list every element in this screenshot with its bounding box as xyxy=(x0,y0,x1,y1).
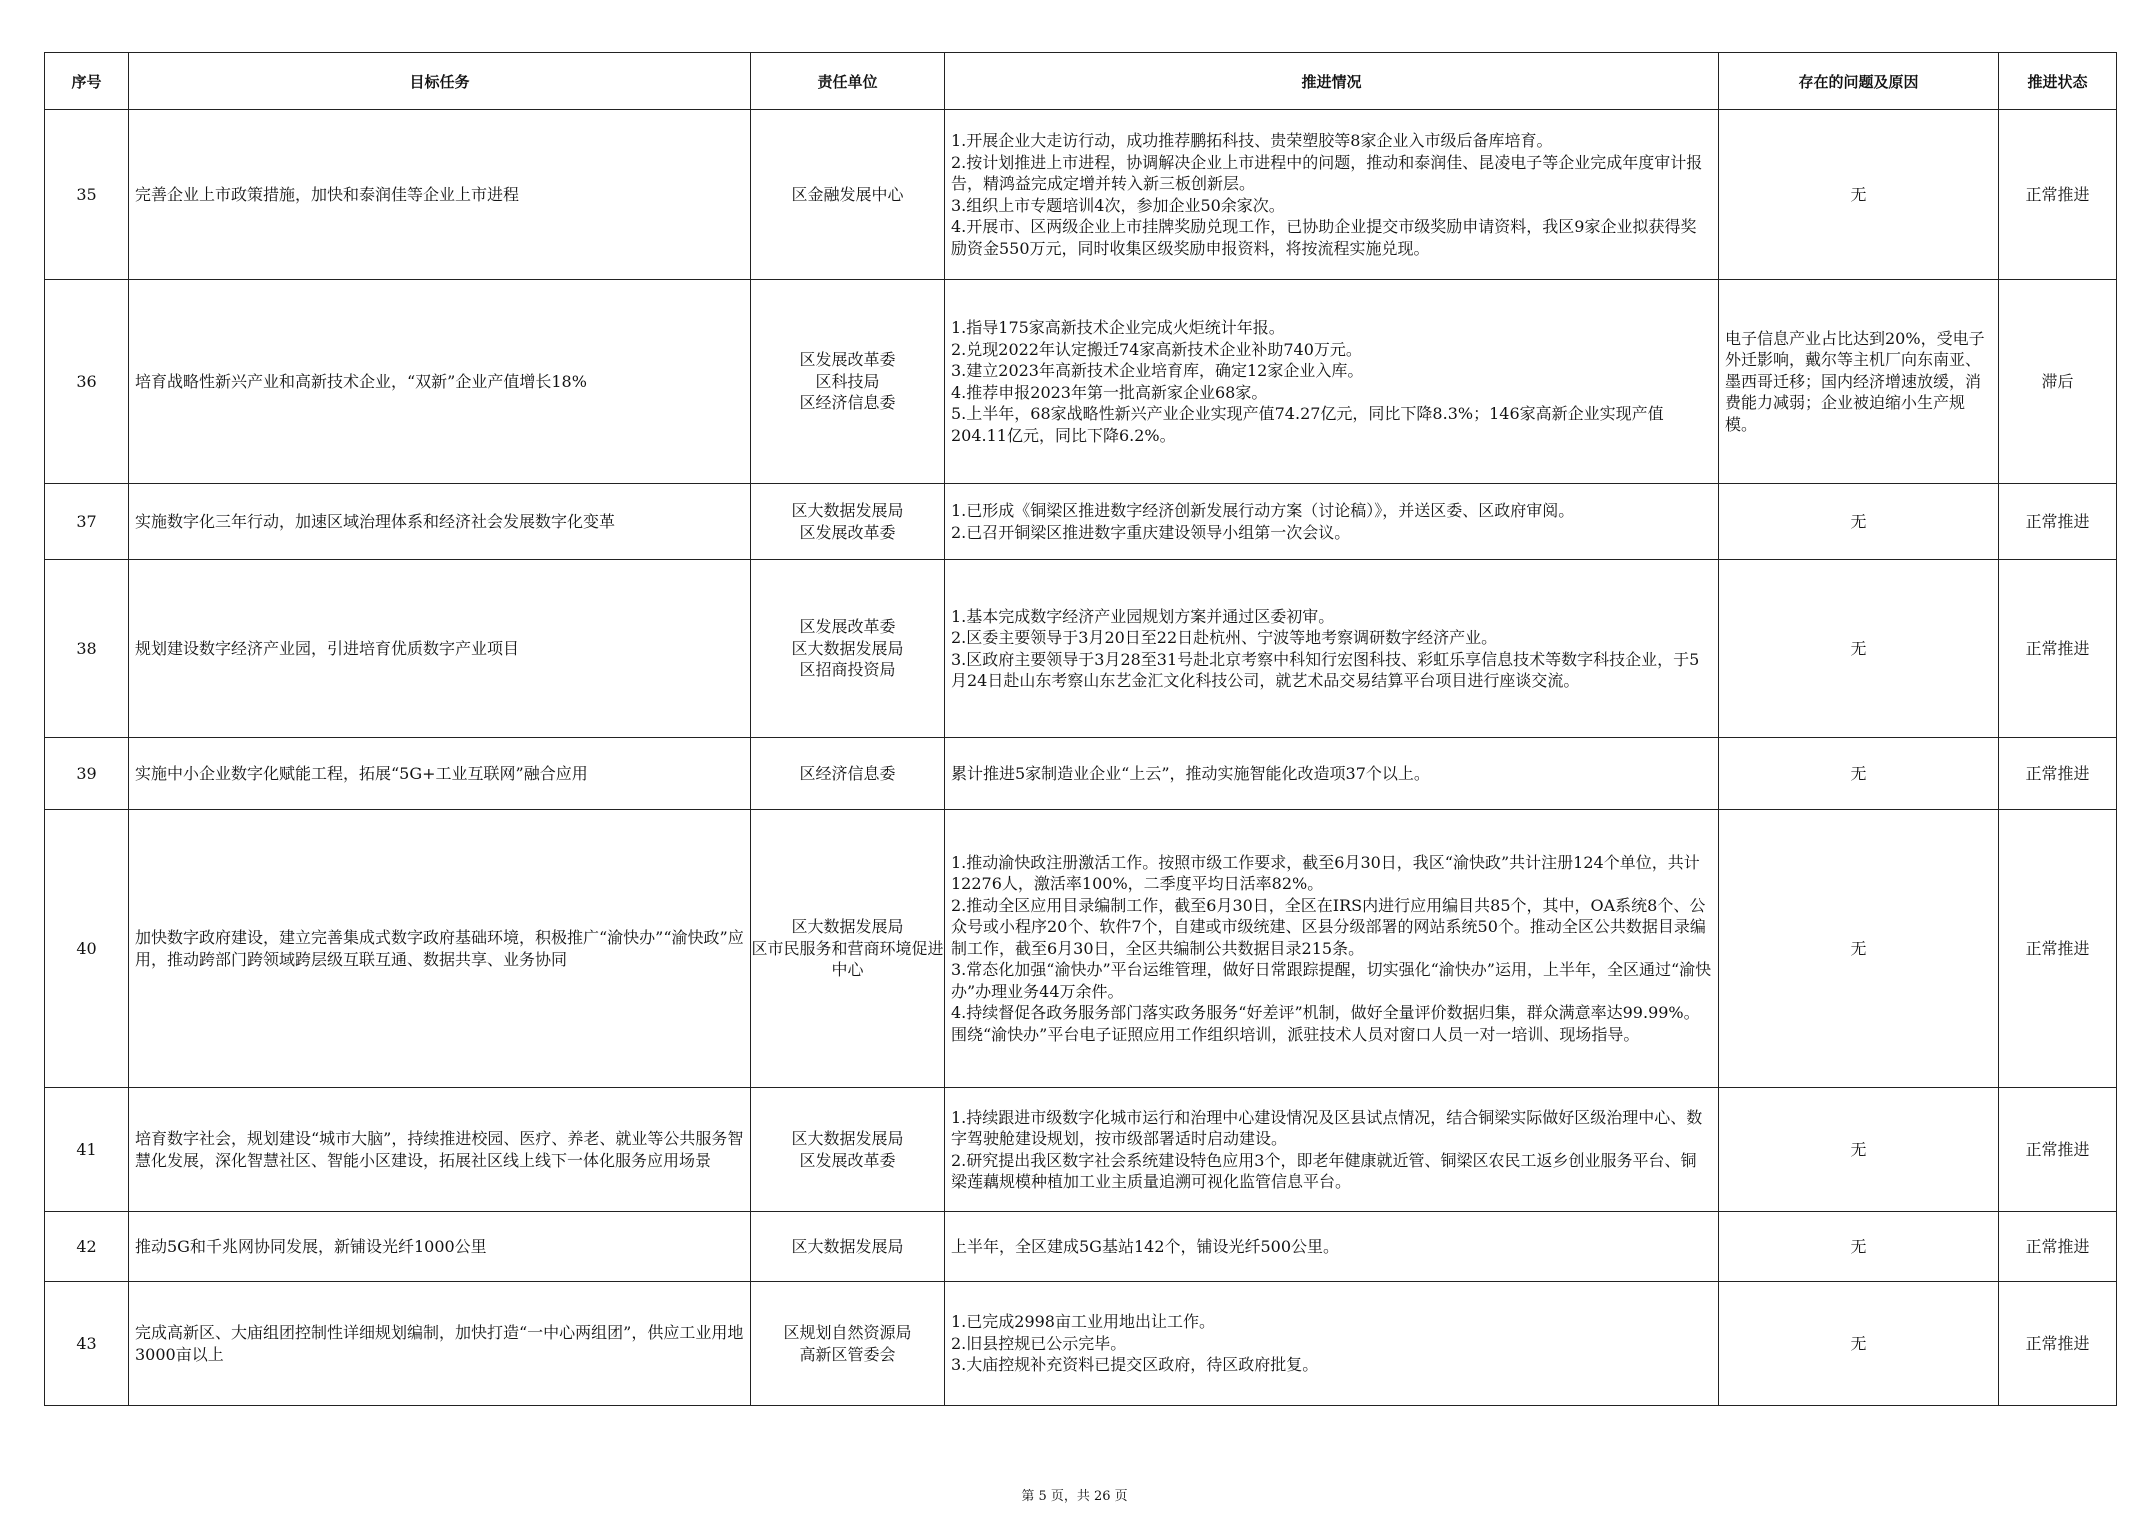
progress-item: 3.常态化加强“渝快办”平台运维管理，做好日常跟踪提醒，切实强化“渝快办”运用，上半年，全区通过“渝快办”办理业务44万余件。 xyxy=(951,960,1712,1001)
row-goal: 实施中小企业数字化赋能工程，拓展“5G+工业互联网”融合应用 xyxy=(129,738,751,810)
progress-item: 2.按计划推进上市进程，协调解决企业上市进程中的问题，推动和泰润佳、昆凌电子等企业完成年度审计报告，精鸿益完成定增并转入新三板创新层。 xyxy=(951,152,1703,193)
row-status: 正常推进 xyxy=(1999,1212,2117,1282)
row-index: 38 xyxy=(45,560,129,738)
progress-item: 3.建立2023年高新技术企业培育库，确定12家企业入库。 xyxy=(951,361,1364,380)
table-row xyxy=(45,1088,2117,1212)
row-index: 43 xyxy=(45,1282,129,1406)
progress-item: 1.开展企业大走访行动，成功推荐鹏拓科技、贵荣塑胶等8家企业入市级后备库培育。 xyxy=(951,131,1553,150)
row-status: 正常推进 xyxy=(1999,560,2117,738)
progress-item: 2.已召开铜梁区推进数字重庆建设领导小组第一次会议。 xyxy=(951,522,1351,542)
row-progress xyxy=(945,280,1719,484)
progress-item: 2.研究提出我区数字社会系统建设特色应用3个，即老年健康就近管、铜梁区农民工返乡创业服务平台、铜梁莲藕规模种植加工业主质量追溯可视化监管信息平台。 xyxy=(951,1150,1697,1191)
progress-table xyxy=(44,52,2117,1406)
row-issues: 无 xyxy=(1719,1088,1999,1212)
row-status: 正常推进 xyxy=(1999,738,2117,810)
row-status: 正常推进 xyxy=(1999,484,2117,560)
progress-item: 4.推荐申报2023年第一批高新家企业68家。 xyxy=(951,382,1268,402)
progress-item: 1.推动渝快政注册激活工作。按照市级工作要求，截至6月30日，我区“渝快政”共计注册124个单位，共计12276人，激活率100%，二季度平均日活率82%。 xyxy=(951,852,1700,894)
table-row xyxy=(45,1212,2117,1282)
row-status: 正常推进 xyxy=(1999,1088,2117,1212)
row-index: 37 xyxy=(45,484,129,560)
row-index: 40 xyxy=(45,810,129,1088)
progress-item: 3.区政府主要领导于3月28至31号赴北京考察中科知行宏图科技、彩虹乐享信息技术等数字科技企业，于5月24日赴山东考察山东艺金汇文化科技公司，就艺术品交易结算平台项目进行座谈交流。 xyxy=(951,649,1700,690)
row-progress xyxy=(945,810,1719,1088)
header-status: 推进状态 xyxy=(1999,53,2117,110)
progress-item: 2.区委主要领导于3月20日至22日赴杭州、宁波等地考察调研数字经济产业。 xyxy=(951,628,1498,647)
progress-item: 1.持续跟进市级数字化城市运行和治理中心建设情况及区县试点情况，结合铜梁实际做好区级治理中心、数字驾驶舱建设规划，按市级部署适时启动建设。 xyxy=(951,1107,1703,1148)
row-progress xyxy=(945,110,1719,280)
progress-item: 3.大庙控规补充资料已提交区政府，待区政府批复。 xyxy=(951,1355,1319,1375)
table-row xyxy=(45,560,2117,738)
progress-item: 上半年，全区建成5G基站142个，铺设光纤500公里。 xyxy=(951,1236,1340,1256)
row-issues: 无 xyxy=(1719,1212,1999,1282)
row-responsible-unit: 区经济信息委 xyxy=(751,738,945,810)
row-goal: 规划建设数字经济产业园，引进培育优质数字产业项目 xyxy=(129,560,751,738)
progress-item: 2.推动全区应用目录编制工作，截至6月30日，全区在IRS内进行应用编目共85个，其中，OA系统8个、公众号或小程序20个、软件7个，自建或市级统建、区县分级部署的网站系统50个。推动全区公共数据目录编制工作，截至6月30日，全区共编制公共数据目录215条。 xyxy=(951,895,1706,958)
row-goal: 实施数字化三年行动，加速区域治理体系和经济社会发展数字化变革 xyxy=(129,484,751,560)
row-issues: 电子信息产业占比达到20%，受电子外迁影响，戴尔等主机厂向东南亚、墨西哥迁移；国内经济增速放缓，消费能力减弱；企业被迫缩小生产规模。 xyxy=(1719,280,1999,484)
row-progress xyxy=(945,484,1719,560)
row-goal: 培育战略性新兴产业和高新技术企业，“双新”企业产值增长18% xyxy=(129,280,751,484)
header-index: 序号 xyxy=(45,53,129,110)
table-body xyxy=(45,110,2117,1406)
row-status: 滞后 xyxy=(1999,280,2117,484)
row-progress xyxy=(945,1282,1719,1406)
row-responsible-unit: 区规划自然资源局 高新区管委会 xyxy=(751,1282,945,1406)
row-index: 35 xyxy=(45,110,129,280)
row-responsible-unit: 区大数据发展局 区发展改革委 xyxy=(751,484,945,560)
row-progress xyxy=(945,1088,1719,1212)
row-responsible-unit: 区大数据发展局 区市民服务和营商环境促进中心 xyxy=(751,810,945,1088)
row-index: 42 xyxy=(45,1212,129,1282)
row-progress xyxy=(945,1212,1719,1282)
row-goal: 完成高新区、大庙组团控制性详细规划编制，加快打造“一中心两组团”，供应工业用地3000亩以上 xyxy=(129,1282,751,1406)
table-row xyxy=(45,110,2117,280)
header-progress: 推进情况 xyxy=(945,53,1719,110)
row-goal: 完善企业上市政策措施，加快和泰润佳等企业上市进程 xyxy=(129,110,751,280)
row-index: 36 xyxy=(45,280,129,484)
row-responsible-unit: 区金融发展中心 xyxy=(751,110,945,280)
table-row xyxy=(45,810,2117,1088)
progress-item: 5.上半年，68家战略性新兴产业企业实现产值74.27亿元，同比下降8.3%；146家高新企业实现产值204.11亿元，同比下降6.2%。 xyxy=(951,404,1664,445)
table-row xyxy=(45,1282,2117,1406)
progress-item: 3.组织上市专题培训4次，参加企业50余家次。 xyxy=(951,195,1285,215)
table-row xyxy=(45,280,2117,484)
progress-item: 1.已形成《铜梁区推进数字经济创新发展行动方案（讨论稿）》，并送区委、区政府审阅。 xyxy=(951,501,1575,520)
page-number: 第 5 页，共 26 页 xyxy=(1021,1489,1128,1504)
progress-item: 1.指导175家高新技术企业完成火炬统计年报。 xyxy=(951,318,1285,337)
header-unit: 责任单位 xyxy=(751,53,945,110)
table-header-row xyxy=(45,53,2117,110)
header-goal: 目标任务 xyxy=(129,53,751,110)
progress-item: 累计推进5家制造业企业“上云”，推动实施智能化改造项37个以上。 xyxy=(951,763,1430,783)
progress-item: 4.持续督促各政务服务部门落实政务服务“好差评”机制，做好全量评价数据归集，群众满意率达99.99%。围绕“渝快办”平台电子证照应用工作组织培训，派驻技术人员对窗口人员一对一培训、现场指导。 xyxy=(951,1003,1700,1044)
progress-item: 2.旧县控规已公示完毕。 xyxy=(951,1333,1127,1353)
row-issues: 无 xyxy=(1719,484,1999,560)
row-status: 正常推进 xyxy=(1999,1282,2117,1406)
row-issues: 无 xyxy=(1719,810,1999,1088)
row-progress xyxy=(945,560,1719,738)
row-responsible-unit: 区大数据发展局 区发展改革委 xyxy=(751,1088,945,1212)
row-responsible-unit: 区发展改革委 区大数据发展局 区招商投资局 xyxy=(751,560,945,738)
row-issues: 无 xyxy=(1719,110,1999,280)
row-issues: 无 xyxy=(1719,560,1999,738)
table-row xyxy=(45,484,2117,560)
row-issues: 无 xyxy=(1719,738,1999,810)
row-status: 正常推进 xyxy=(1999,110,2117,280)
row-issues: 无 xyxy=(1719,1282,1999,1406)
progress-item: 1.基本完成数字经济产业园规划方案并通过区委初审。 xyxy=(951,606,1335,626)
row-progress xyxy=(945,738,1719,810)
row-index: 41 xyxy=(45,1088,129,1212)
header-issues: 存在的问题及原因 xyxy=(1719,53,1999,110)
row-goal: 推动5G和千兆网协同发展，新铺设光纤1000公里 xyxy=(129,1212,751,1282)
progress-item: 2.兑现2022年认定搬迁74家高新技术企业补助740万元。 xyxy=(951,339,1362,359)
row-goal: 培育数字社会，规划建设“城市大脑”，持续推进校园、医疗、养老、就业等公共服务智慧化发展，深化智慧社区、智能小区建设，拓展社区线上线下一体化服务应用场景 xyxy=(129,1088,751,1212)
progress-item: 1.已完成2998亩工业用地出让工作。 xyxy=(951,1312,1215,1332)
table-row xyxy=(45,738,2117,810)
row-goal: 加快数字政府建设，建立完善集成式数字政府基础环境，积极推广“渝快办”“渝快政”应用，推动跨部门跨领域跨层级互联互通、数据共享、业务协同 xyxy=(129,810,751,1088)
row-status: 正常推进 xyxy=(1999,810,2117,1088)
row-responsible-unit: 区大数据发展局 xyxy=(751,1212,945,1282)
progress-item: 4.开展市、区两级企业上市挂牌奖励兑现工作，已协助企业提交市级奖励申请资料，我区9家企业拟获得奖励资金550万元，同时收集区级奖励申报资料，将按流程实施兑现。 xyxy=(951,217,1697,258)
row-index: 39 xyxy=(45,738,129,810)
row-responsible-unit: 区发展改革委 区科技局 区经济信息委 xyxy=(751,280,945,484)
